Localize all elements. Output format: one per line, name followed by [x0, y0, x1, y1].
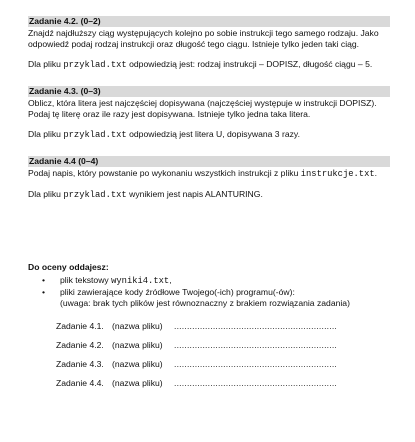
filename-hint: (nazwa pliku)	[112, 321, 163, 331]
task-label: Zadanie 4.4.	[56, 378, 104, 388]
example-text: odpowiedzią jest litera U, dopisywana 3 razy.	[126, 129, 300, 139]
filename-fields	[28, 321, 390, 397]
task-4-4	[28, 156, 390, 201]
task-4-3	[28, 86, 390, 141]
example-answer	[28, 189, 390, 201]
example-filename: przyklad.txt	[63, 190, 127, 200]
grading-section	[28, 262, 390, 397]
example-filename: przyklad.txt	[63, 130, 127, 140]
task-4-2	[28, 16, 390, 71]
grading-title: Do oceny oddajesz:	[28, 262, 109, 272]
example-text: odpowiedzią jest: rodzaj instrukcji – DOPISZ, długość ciągu – 5.	[126, 59, 373, 69]
example-answer	[28, 59, 390, 71]
results-filename: wyniki4.txt	[111, 276, 170, 286]
source-files-note: (uwaga: brak tych plików jest równoznaczny z brakiem rozwiązania zadania)	[60, 298, 350, 308]
filename-blank[interactable]: ...............................................................	[174, 359, 338, 369]
filename-row-4-4	[56, 378, 390, 397]
task-label: Zadanie 4.1.	[56, 321, 104, 331]
example-text: Dla pliku	[28, 189, 64, 199]
filename-blank[interactable]: ...............................................................	[174, 321, 338, 331]
task-text: Podaj napis, który powstanie po wykonaniu wszystkich instrukcji z pliku	[28, 168, 301, 178]
task-description: Oblicz, która litera jest najczęściej dopisywana (najczęściej występuje w instrukcji DOPISZ). Podaj tę literę oraz ile razy jest dopisywana. Istnieje tylko jedna taka litera.	[28, 98, 377, 119]
example-text: Dla pliku	[28, 59, 64, 69]
task-label: Zadanie 4.3.	[56, 359, 104, 369]
filename-hint: (nazwa pliku)	[112, 340, 163, 350]
example-filename: przyklad.txt	[63, 60, 127, 70]
example-text: wynikiem jest napis ALANTURING.	[126, 189, 263, 199]
list-item	[28, 275, 390, 287]
task-description: Znajdź najdłuższy ciąg występujących kolejno po sobie instrukcji tego samego rodzaju. Jako odpowiedź podaj rodzaj instrukcji oraz długość tego ciągu. Istnieje tylko jeden taki ciąg.	[28, 28, 379, 49]
filename-row-4-3	[56, 359, 390, 378]
submission-list	[28, 275, 390, 298]
filename-blank[interactable]: ...............................................................	[174, 378, 338, 388]
task-description	[28, 168, 390, 180]
list-item	[28, 287, 390, 298]
filename-hint: (nazwa pliku)	[112, 359, 163, 369]
task-heading: Zadanie 4.4 (0–4)	[28, 156, 390, 167]
task-label: Zadanie 4.2.	[56, 340, 104, 350]
list-text: ,	[169, 275, 172, 285]
filename-row-4-2	[56, 340, 390, 359]
example-text: Dla pliku	[28, 129, 64, 139]
filename-blank[interactable]: ...............................................................	[174, 340, 338, 350]
task-filename: instrukcje.txt	[300, 169, 375, 179]
list-text: plik tekstowy	[60, 275, 112, 285]
task-heading: Zadanie 4.3. (0–3)	[28, 86, 390, 97]
filename-row-4-1	[56, 321, 390, 340]
filename-hint: (nazwa pliku)	[112, 378, 163, 388]
list-text: pliki zawierające kody źródłowe Twojego(-ich) programu(-ów):	[60, 287, 295, 297]
task-heading: Zadanie 4.2. (0–2)	[28, 16, 390, 27]
task-text: .	[374, 168, 378, 178]
example-answer	[28, 129, 390, 141]
